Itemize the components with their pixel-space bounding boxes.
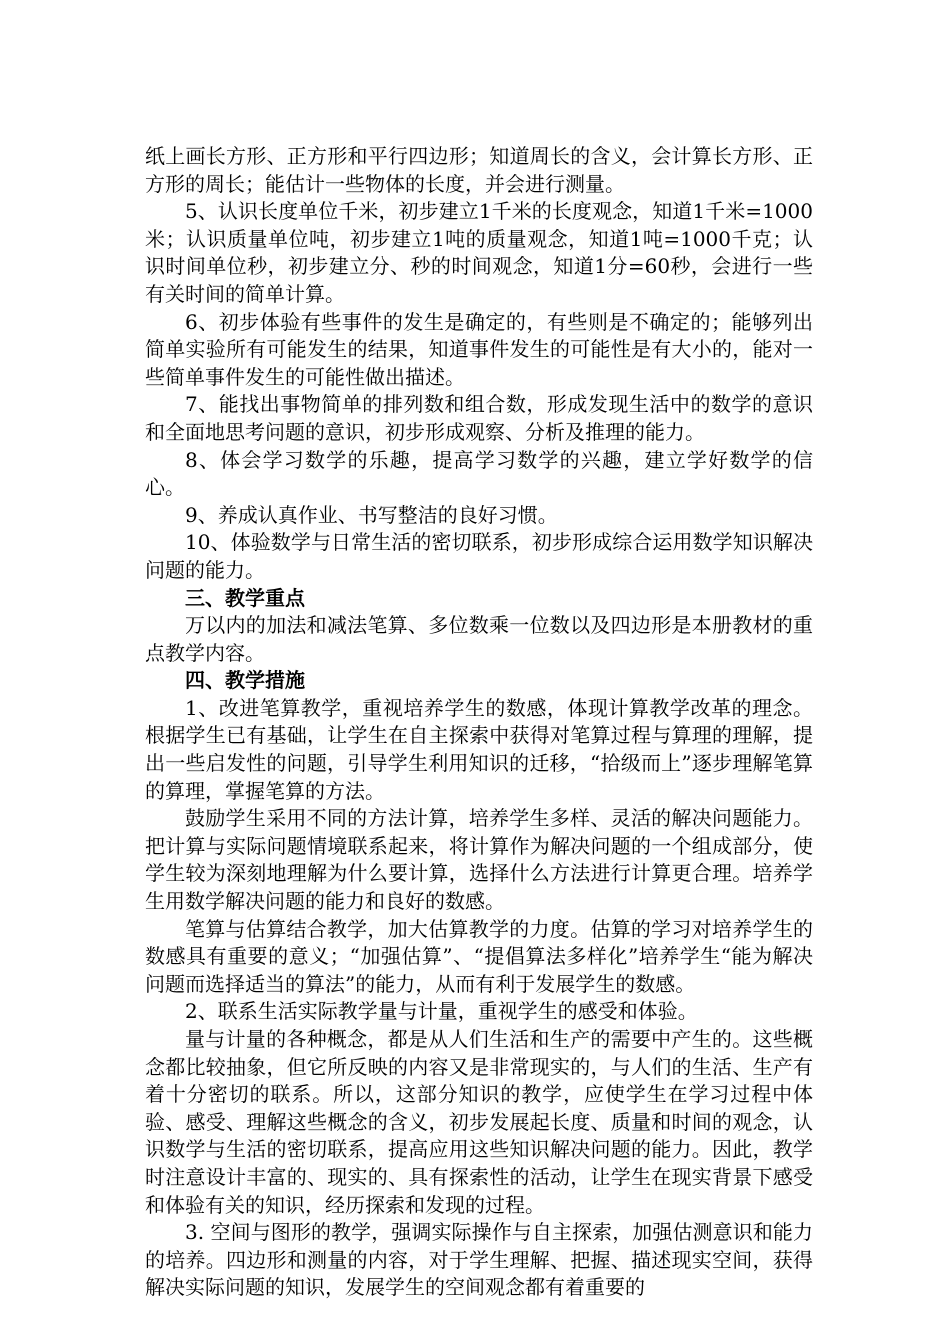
paragraph-measure-2-detail: 量与计量的各种概念，都是从人们生活和生产的需要中产生的。这些概念都比较抽象，但它所反映的内容又是非常现实的，与人们的生活、生产有着十分密切的联系。所以，这部分知识的教学，应使学生在学习过程中体验、感受、理解这些概念的含义，初步发展起长度、质量和时间的观念，认识数学与生活的密切联系，提高应用这些知识解决问题的能力。因此，教学时注意设计丰富的、现实的、具有探索性的活动，让学生在现实背景下感受和体验有关的知识，经历探索和发现的过程。 bbox=[145, 1027, 813, 1217]
paragraph-continuation: 纸上画长方形、正方形和平行四边形；知道周长的含义，会计算长方形、正方形的周长；能估计一些物体的长度，并会进行测量。 bbox=[145, 144, 813, 196]
paragraph-goal-8: 8、体会学习数学的乐趣，提高学习数学的兴趣，建立学好数学的信心。 bbox=[145, 447, 813, 500]
section-heading-teaching-measures: 四、教学措施 bbox=[185, 668, 305, 693]
paragraph-measure-3: 3. 空间与图形的教学，强调实际操作与自主探索，加强估测意识和能力的培养。四边形和测量的内容，对于学生理解、把握、描述现实空间，获得解决实际问题的知识，发展学生的空间观念都有着重要的 bbox=[145, 1220, 813, 1300]
paragraph-goal-5: 5、认识长度单位千米，初步建立1千米的长度观念，知道1千米=1000米；认识质量单位吨，初步建立1吨的质量观念，知道1吨=1000千克；认识时间单位秒，初步建立分、秒的时间观念，知道1分=60秒，会进行一些有关时间的简单计算。 bbox=[145, 199, 813, 306]
paragraph-goal-10: 10、体验数学与日常生活的密切联系，初步形成综合运用数学知识解决问题的能力。 bbox=[145, 530, 813, 582]
paragraph-measure-1-estimation: 笔算与估算结合教学，加大估算教学的力度。估算的学习对培养学生的数感具有重要的意义；“加强估算”、“提倡算法多样化”培养学生“能为解决问题而选择适当的算法”的能力，从而有利于发展学生的数感。 bbox=[145, 916, 813, 996]
paragraph-measure-2: 2、联系生活实际教学量与计量，重视学生的感受和体验。 bbox=[185, 999, 698, 1024]
paragraph-goal-7: 7、能找出事物简单的排列数和组合数，形成发现生活中的数学的意识和全面地思考问题的意识，初步形成观察、分析及推理的能力。 bbox=[145, 392, 813, 444]
paragraph-measure-1: 1、改进笔算教学，重视培养学生的数感，体现计算教学改革的理念。根据学生已有基础，让学生在自主探索中获得对笔算过程与算理的理解，提出一些启发性的问题，引导学生利用知识的迁移，“拾级而上”逐步理解笔算的算理，掌握笔算的方法。 bbox=[145, 695, 813, 803]
section-heading-teaching-focus: 三、教学重点 bbox=[185, 585, 305, 610]
paragraph-goal-6: 6、初步体验有些事件的发生是确定的，有些则是不确定的；能够列出简单实验所有可能发生的结果，知道事件发生的可能性是有大小的，能对一些简单事件发生的可能性做出描述。 bbox=[145, 309, 813, 389]
paragraph-teaching-focus: 万以内的加法和减法笔算、多位数乘一位数以及四边形是本册教材的重点教学内容。 bbox=[145, 613, 813, 665]
document-body bbox=[145, 143, 813, 1302]
paragraph-measure-1-methods: 鼓励学生采用不同的方法计算，培养学生多样、灵活的解决问题能力。把计算与实际问题情境联系起来，将计算作为解决问题的一个组成部分，使学生较为深刻地理解为什么要计算，选择什么方法进行计算更合理。培养学生用数学解决问题的能力和良好的数感。 bbox=[145, 806, 813, 914]
paragraph-goal-9: 9、养成认真作业、书写整洁的良好习惯。 bbox=[185, 502, 558, 527]
